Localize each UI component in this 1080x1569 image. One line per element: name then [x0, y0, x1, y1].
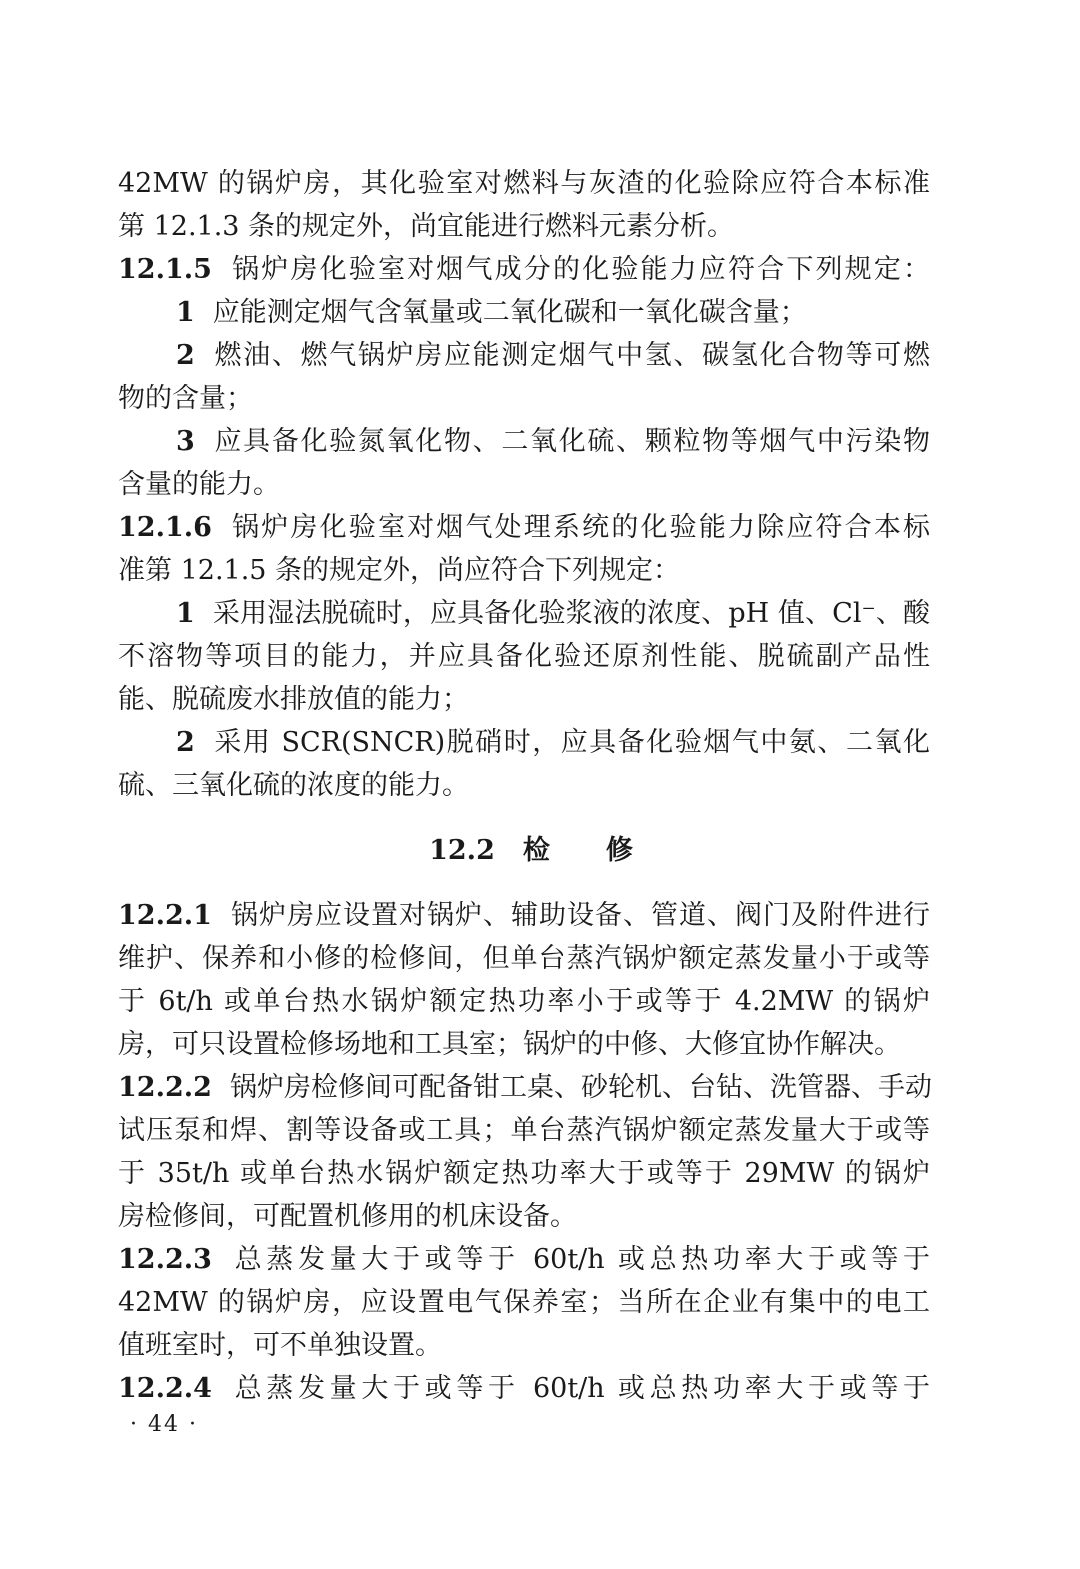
list-item: [118, 721, 930, 764]
page-number: · 44 ·: [130, 1412, 198, 1437]
clause-number: 12.2.1: [118, 900, 212, 931]
text-line: 房，可只设置检修场地和工具室；锅炉的中修、大修宜协作解决。: [118, 1029, 901, 1060]
clause-number: 12.1.5: [118, 254, 212, 285]
text-line: 准第 12.1.5 条的规定外，尚应符合下列规定：: [118, 555, 681, 586]
text-line: 值班室时，可不单独设置。: [118, 1330, 442, 1361]
list-item: [118, 291, 930, 334]
item-number: 2: [176, 340, 195, 371]
clause-text: 锅炉房化验室对烟气成分的化验能力应符合下列规定：: [229, 254, 930, 285]
item-text: 燃油、燃气锅炉房应能测定烟气中氢、碳氢化合物等可燃: [212, 340, 930, 371]
text-line: 能、脱硫废水排放值的能力；: [118, 684, 469, 715]
text-line: 42MW 的锅炉房，其化验室对燃料与灰渣的化验除应符合本标准: [118, 168, 930, 199]
text-line: 硫、三氧化硫的浓度的能力。: [118, 770, 469, 801]
item-text: 采用湿法脱硫时，应具备化验浆液的浓度、pH 值、Cl⁻、酸: [212, 598, 930, 629]
text-line: 于 6t/h 或单台热水锅炉额定热功率小于或等于 4.2MW 的锅炉: [118, 986, 930, 1017]
section-title-char: 修: [605, 835, 633, 866]
clause-number: 12.2.4: [118, 1373, 212, 1404]
section-heading: [118, 829, 930, 872]
item-number: 2: [176, 727, 195, 758]
section-title-char: 检: [522, 835, 550, 866]
text-line: 第 12.1.3 条的规定外，尚宜能进行燃料元素分析。: [118, 211, 735, 242]
text-line: 物的含量；: [118, 383, 253, 414]
clause-text: 锅炉房检修间可配备钳工桌、砂轮机、台钻、洗管器、手动: [229, 1072, 932, 1103]
text-line: 房检修间，可配置机修用的机床设备。: [118, 1201, 577, 1232]
list-item: [118, 420, 930, 463]
text-line: 含量的能力。: [118, 469, 280, 500]
clause-12-2-2: [118, 1066, 930, 1109]
list-item: [118, 592, 930, 635]
item-number: 1: [176, 297, 195, 328]
list-item: [118, 334, 930, 377]
clause-12-1-5: [118, 248, 930, 291]
clause-number: 12.1.6: [118, 512, 212, 543]
clause-text: 锅炉房应设置对锅炉、辅助设备、管道、阀门及附件进行: [229, 900, 930, 931]
clause-number: 12.2.3: [118, 1244, 212, 1275]
item-text: 应具备化验氮氧化物、二氧化硫、颗粒物等烟气中污染物: [212, 426, 930, 457]
clause-number: 12.2.2: [118, 1072, 212, 1103]
item-number: 3: [176, 426, 195, 457]
clause-text: 锅炉房化验室对烟气处理系统的化验能力除应符合本标: [229, 512, 930, 543]
text-line: 不溶物等项目的能力，并应具备化验还原剂性能、脱硫副产品性: [118, 641, 930, 672]
item-number: 1: [176, 598, 195, 629]
item-text: 应能测定烟气含氧量或二氧化碳和一氧化碳含量；: [212, 297, 807, 328]
clause-12-2-3: [118, 1238, 930, 1281]
clause-12-2-1: [118, 894, 930, 937]
text-line: 维护、保养和小修的检修间，但单台蒸汽锅炉额定蒸发量小于或等: [118, 943, 930, 974]
body-text: [118, 162, 930, 1410]
text-line: 于 35t/h 或单台热水锅炉额定热功率大于或等于 29MW 的锅炉: [118, 1158, 930, 1189]
clause-text: 总蒸发量大于或等于 60t/h 或总热功率大于或等于: [229, 1373, 930, 1404]
item-text: 采用 SCR(SNCR)脱硝时，应具备化验烟气中氨、二氧化: [212, 727, 930, 758]
section-number: 12.2: [429, 835, 495, 866]
clause-text: 总蒸发量大于或等于 60t/h 或总热功率大于或等于: [229, 1244, 930, 1275]
text-line: 42MW 的锅炉房，应设置电气保养室；当所在企业有集中的电工: [118, 1287, 930, 1318]
text-line: 试压泵和焊、割等设备或工具；单台蒸汽锅炉额定蒸发量大于或等: [118, 1115, 930, 1146]
clause-12-1-6: [118, 506, 930, 549]
clause-12-2-4: [118, 1367, 930, 1410]
